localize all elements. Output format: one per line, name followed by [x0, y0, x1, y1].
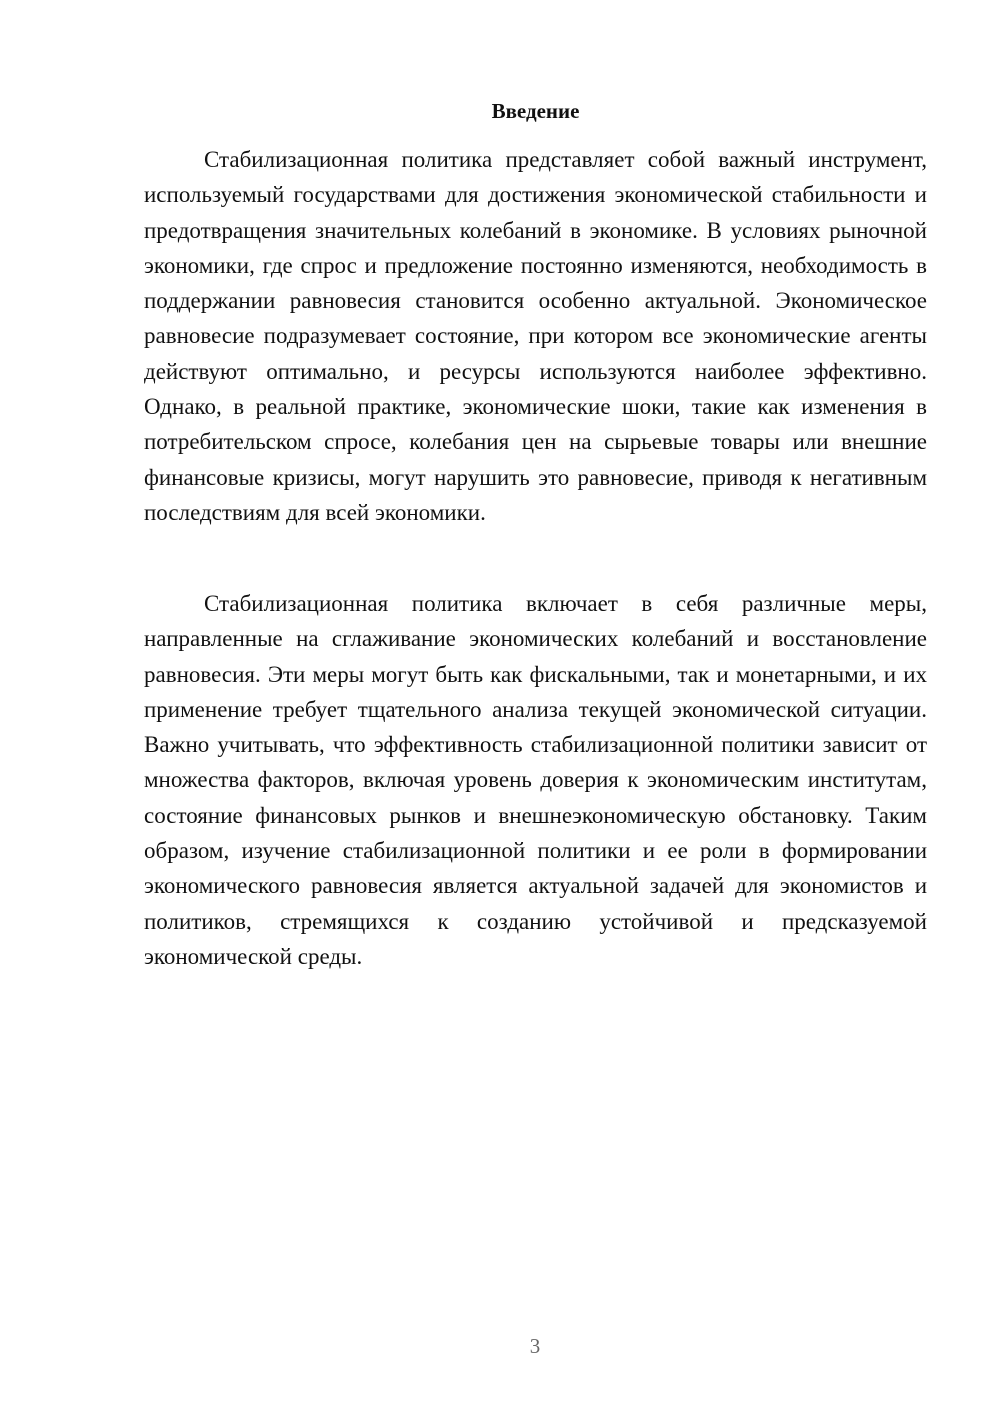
- page-number: 3: [529, 1334, 541, 1358]
- paragraph-1: Стабилизационная политика представляет собой важный инструмент, используемый государствами для достижения экономической стабильности и предотвращения значительных колебаний в экономике. В условиях рыночной экономики, где спрос и предложение постоянно изменяются, необходимость в поддержании равновесия становится особенно актуальной. Экономическое равновесие подразумевает состояние, при котором все экономические агенты действуют оптимально, и ресурсы используются наиболее эффективно. Однако, в реальной практике, экономические шоки, такие как изменения в потребительском спросе, колебания цен на сырьевые товары или внешние финансовые кризисы, могут нарушить это равновесие, приводя к негативным последствиям для всей экономики.: [144, 147, 927, 525]
- page-title: Введение: [491, 99, 580, 123]
- paragraph-2: Стабилизационная политика включает в себя различные меры, направленные на сглаживание экономических колебаний и восстановление равновесия. Эти меры могут быть как фискальными, так и монетарными, и их применение требует тщательного анализа текущей экономической ситуации. Важно учитывать, что эффективность стабилизационной политики зависит от множества факторов, включая уровень доверия к экономическим институтам, состояние финансовых рынков и внешнеэкономическую обстановку. Таким образом, изучение стабилизационной политики и ее роли в формировании экономического равновесия является актуальной задачей для экономистов и политиков, стремящихся к созданию устойчивой и предсказуемой экономической среды.: [144, 591, 927, 969]
